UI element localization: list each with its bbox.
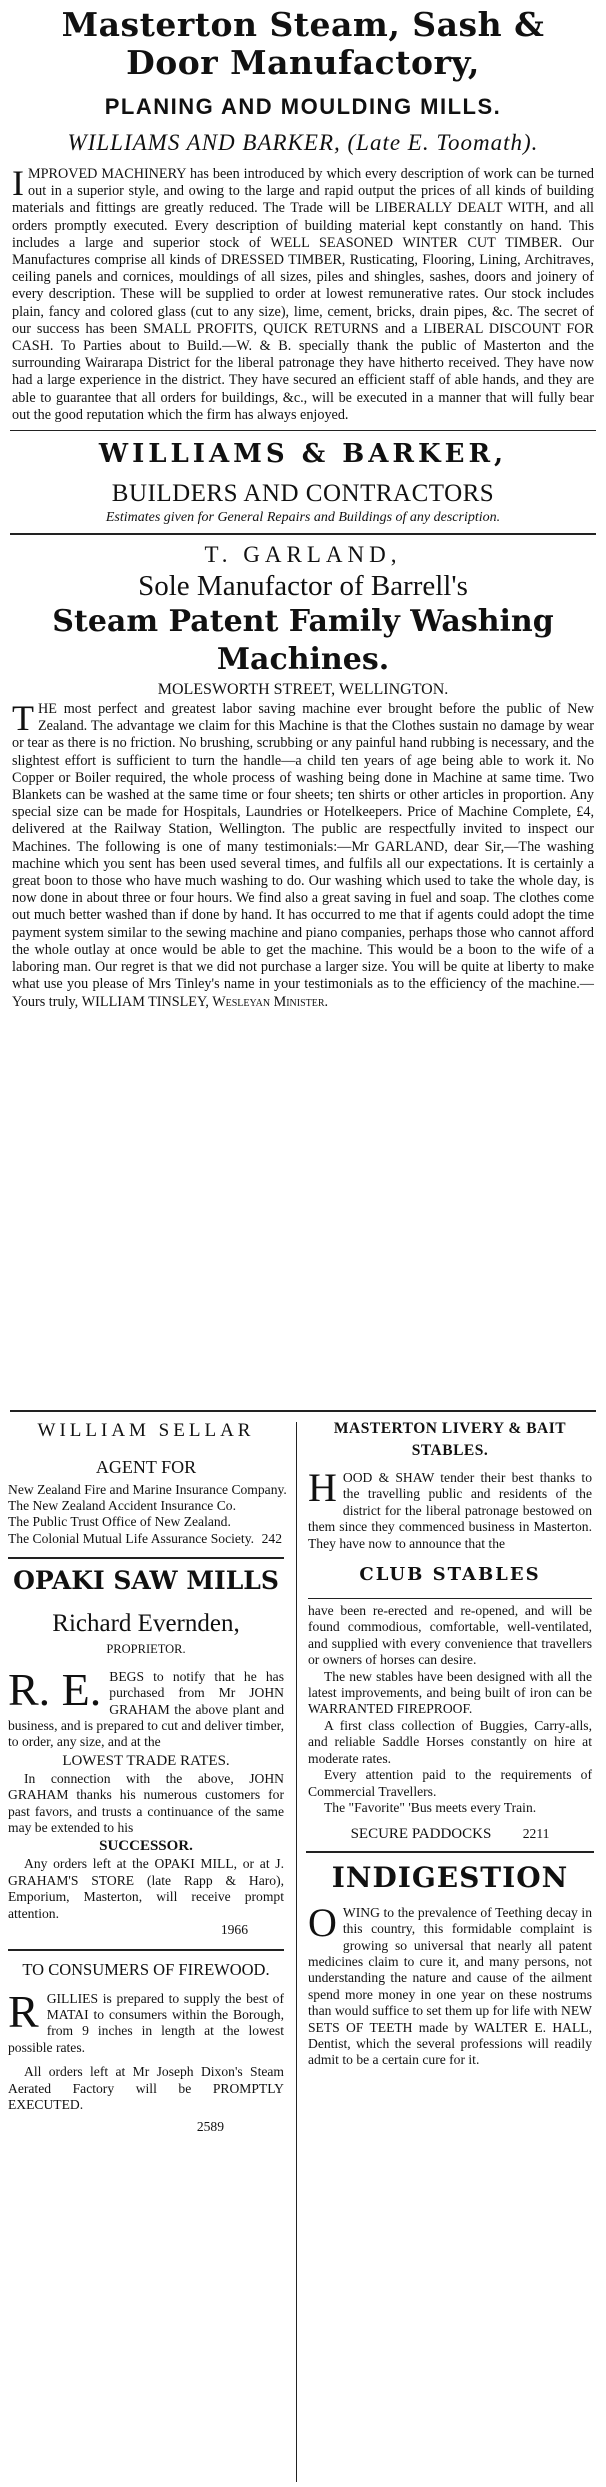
livery-title: MASTERTON LIVERY & BAIT STABLES. [333,1420,567,1459]
section-divider [10,1410,596,1412]
garland-dropcap: T [12,698,34,739]
right-column [302,1418,598,2069]
garland-address: MOLESWORTH STREET, WELLINGTON. [157,681,449,699]
sellar-line: The Colonial Mutual Life Assurance Society. 242 [8,1530,282,1546]
firewood-number: 2589 [196,2119,224,2135]
garland-name: T. GARLAND, [204,542,402,568]
williams-barker-banner: WILLIAMS & BARKER, [98,439,508,470]
livery-footer [308,1826,592,1842]
divider [8,1949,284,1951]
firewood-body-1: GILLIES is prepared to supply the best of MATAI to consumers within the Borough, from 9 inches in length at the lowest possible rates. [8,1990,284,2055]
firewood-ad [0,1957,292,2136]
opaki-ad [0,1565,292,1939]
livery-body-1: OOD & SHAW tender their best thanks to the travelling public and residents of the district for the liberal patronage bestowed on them since they commenced business in Masterton. They have now to announce that the [308,1470,592,1551]
sellar-lines [0,1482,292,1547]
firewood-title: TO CONSUMERS OF FIREWOOD. [22,1959,270,1979]
firewood-dropcap: R [8,1985,39,2037]
livery-footer-text: SECURE PADDOCKS [350,1826,492,1843]
opaki-role: PROPRIETOR. [106,1641,186,1656]
opaki-body-1: BEGS to notify that he has purchased from Mr JOHN GRAHAM the above plant and business, and is prepared to cut and deliver timber, to order, any size, and at the [8,1668,284,1750]
masterton-body-text: MPROVED MACHINERY has been introduced by which every description of work can be turned out in a superior style, and owing to the large and rapid output the prices of all kinds of building materials and fittings are greatly reduced. The Trade will be LIBERALLY DEALT WITH, and all orders promptly executed. Every description of building material kept constantly on hand. This includes a large and superior stock of WELL SEASONED WINTER CUT TIMBER. Our Manufactures comprise all kinds of DRESSED TIMBER, Rusticating, Flooring, Lining, Architraves, ceiling panels and cornices, mouldings of all sizes, piles and shingles, sashes, doors and joinery of every description. These will be supplied to order at lowest remunerative rates. Our stock includes plain, fancy and colored glass (cut to any size), lime, cement, bricks, drain pipes, &c. The secret of our success has been SMALL PROFITS, QUICK RETURNS and a LIBERAL DISCOUNT FOR CASH. To Parties about to Build.—W. & B. specially thank the public of Masterton and the surrounding Wairarapa District for the liberal patronage they have hitherto received. They have now had a large experience in the district. They have secured an efficient staff of able hands, and they are able to guarantee that all orders for buildings, &c., will be executed in a manner that will fully bear out the good reputation which the firm has always enjoyed. [12,166,594,423]
divider [10,533,596,535]
masterton-title: Masterton Steam, Sash & Door Manufactory, [61,5,545,82]
sellar-line: The New Zealand Accident Insurance Co. [8,1498,236,1514]
opaki-body-2: In connection with the above, JOHN GRAHAM thanks his numerous customers for past favors, and trusts a continuance of the same may be extended to his [8,1770,284,1836]
masterton-ad [0,0,606,1011]
masterton-body [12,163,594,424]
indigestion-dropcap: O [308,1899,337,1945]
opaki-initials: R. E. [8,1663,102,1715]
garland-body [12,698,594,1011]
masterton-dropcap: I [12,163,24,203]
garland-title-1: Steam Patent Family Washing [52,604,554,640]
indigestion-body [308,1899,592,2069]
opaki-rates: LOWEST TRADE RATES. [62,1752,230,1769]
livery-body [308,1465,592,1843]
livery-club: CLUB STABLES [359,1564,541,1586]
divider [10,430,596,431]
garland-ad [0,541,606,1011]
livery-body-3: The new stables have been designed with all the latest improvements, and being built of iron can be WARRANTED FIREPROOF. [308,1668,592,1717]
opaki-successor: SUCCESSOR. [99,1838,193,1855]
firewood-body [8,1985,284,2136]
livery-number: 2211 [522,1826,550,1842]
livery-ad [302,1418,598,1843]
livery-body-6: The "Favorite" 'Bus meets every Train. [324,1799,537,1815]
estimates-line: Estimates given for General Repairs and Buildings of any description. [105,510,501,526]
garland-body-text: HE most perfect and greatest labor saving machine ever brought before the public of New Zealand. The advantage we claim for this Machine is that the Clothes sustain no damage by wear or tear as there is no friction. No brushing, scrubbing or any painful hand rubbing is necessary, and the slightest effort is sufficient to turn the handle—a child ten years of age being able to work it. No Copper or Boiler required, the whole process of washing being done in Machine at same time. Two Blankets can be washed at the same time or four sheets; ten shirts or other articles in proportion. Any special size can be made for Hospitals, Laundries or Hotelkeepers. Price of Machine Complete, £4, delivered at the Railway Station, Wellington. The public are respectfully invited to inspect our Machines. The following is one of many testimonials:—Mr GARLAND, dear Sir,—The washing machine which you sent has been used several times, and fulfils all our expectations. It is certainly a great boon to those who have much washing to do. Our washing which used to take the whole day, is now done in about three or four hours. We find also a great saving in fuel and soap. The clothes come out much better washed than if done by hand. It has occurred to me that if agents could adopt the time payment system similar to the sewing machine and piano companies, perhaps those who cannot afford the whole outlay at once would be able to get the machine. This would be a boon to the wife of a laboring man. Our regret is that we did not purchase a larger size. You will be quite at liberty to make what use you please of Mrs Tinley's name in your testimonials as to the efficiency of the machine.—Yours truly, [12,701,594,1010]
opaki-number: 1966 [220,1922,248,1938]
livery-body-4: A first class collection of Buggies, Carry-alls, and reliable Saddle Horses constantly on hire at moderate rates. [308,1717,592,1766]
sellar-role: AGENT FOR [95,1457,197,1477]
opaki-name: Richard Evernden, [52,1609,240,1637]
sellar-name: WILLIAM SELLAR [37,1420,255,1441]
garland-signature: WILLIAM TINSLEY, Wesleyan Minister. [81,993,329,1010]
sellar-ad [0,1418,292,1547]
builders-heading: BUILDERS AND CONTRACTORS [111,480,495,508]
sellar-line: The Public Trust Office of New Zealand. [8,1514,231,1530]
garland-title-2: Machines. [216,642,390,678]
divider [308,1598,592,1599]
opaki-body [8,1663,284,1939]
divider [306,1851,594,1853]
sellar-line: New Zealand Fire and Marine Insurance Company. [8,1482,287,1497]
livery-body-2: have been re-erected and re-opened, and will be found commodious, comfortable, well-ventilated, and supplied with every convenience that travellers or owners of horses can desire. [308,1603,592,1668]
livery-body-5: Every attention paid to the requirements of Commercial Travellers. [308,1767,592,1799]
opaki-title: OPAKI SAW MILLS [13,1565,279,1595]
divider [8,1557,284,1559]
masterton-subtitle: PLANING AND MOULDING MILLS. [104,94,502,119]
indigestion-body-text: WING to the prevalence of Teething decay in this country, this formidable complaint is growing so universal that nearly all patent medicines claim to cure it, and many persons, not understanding the nature and cause of the ailment spend more money in one year on these nostrums than would suffice to set them up for life with NEW SETS OF TEETH made by WALTER E. HALL, Dentist, which the several professions will readily admit to be a certain cure for it. [308,1904,592,2068]
firewood-body-2: All orders left at Mr Joseph Dixon's Steam Aerated Factory will be PROMPTLY EXECUTED. [8,2064,284,2112]
opaki-body-3: Any orders left at the OPAKI MILL, or at J. GRAHAM'S STORE (late Rapp & Haro), Emporium, Masterton, will receive prompt attention. [8,1856,284,1921]
sellar-number: 242 [261,1530,282,1546]
garland-sole: Sole Manufactor of Barrell's [138,570,468,603]
left-column [0,1418,292,2136]
column-divider [296,1422,297,2482]
livery-dropcap: H [308,1465,337,1510]
indigestion-ad [302,1859,598,2069]
masterton-proprietors: WILLIAMS AND BARKER, (Late E. Toomath). [67,130,539,155]
indigestion-title: INDIGESTION [331,1860,569,1894]
